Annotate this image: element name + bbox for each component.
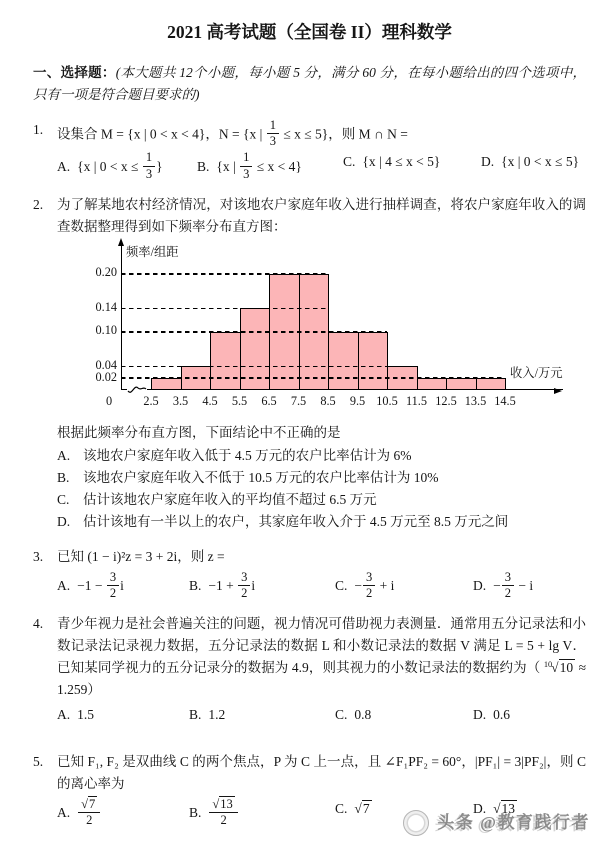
question-4-option-b bbox=[189, 704, 335, 726]
fraction bbox=[240, 151, 252, 180]
section-label: 一、选择题： bbox=[33, 65, 116, 81]
section-description: (本大题共 12个小题，每小题 5 分，满分 60 分，在每小题给出的四个选项中，只有一项是符合题目要求的) bbox=[33, 65, 587, 103]
square-root: √13 bbox=[493, 801, 516, 817]
origin-label: 0 bbox=[106, 393, 113, 408]
question-4-body bbox=[57, 613, 586, 725]
option-label: B. bbox=[189, 706, 202, 722]
denominator: 2 bbox=[366, 585, 373, 600]
option-label: C. bbox=[343, 154, 356, 170]
option-content bbox=[77, 797, 101, 828]
histogram-bar bbox=[358, 332, 389, 390]
x-tick-label: 12.5 bbox=[435, 393, 457, 408]
option-label: A. bbox=[57, 577, 71, 593]
x-tick-label: 4.5 bbox=[202, 393, 218, 408]
x-tick-label: 13.5 bbox=[464, 393, 487, 408]
x-tick-label: 6.5 bbox=[261, 393, 277, 408]
watermark-text: 头条 @教育践行者 bbox=[437, 813, 590, 833]
denominator: 2 bbox=[241, 585, 248, 600]
option-content: 估计该地有一半以上的农户，其家庭年收入介于 4.5 万元至 8.5 万元之间 bbox=[83, 513, 509, 529]
question-1-options bbox=[57, 151, 586, 180]
question-2 bbox=[33, 194, 586, 533]
question-2-option-a bbox=[57, 445, 586, 467]
square-root: √13 bbox=[212, 797, 233, 812]
histogram-bar bbox=[210, 332, 241, 390]
question-4-option-a bbox=[57, 704, 189, 726]
numerator: 3 bbox=[238, 571, 250, 586]
x-tick-label: 2.5 bbox=[143, 393, 159, 408]
denominator: 2 bbox=[220, 813, 227, 828]
numerator: 3 bbox=[502, 571, 514, 586]
question-1-option-b bbox=[197, 151, 343, 180]
denominator: 3 bbox=[145, 166, 153, 181]
option-content: − $\frac{3}{2}$ + i bbox=[354, 569, 395, 600]
histogram bbox=[77, 244, 586, 418]
watermark bbox=[403, 809, 590, 837]
option-label: D. bbox=[57, 513, 71, 529]
y-tick-label: 0.02 bbox=[95, 369, 117, 384]
option-content: {x | 4 ≤ x < 5} bbox=[362, 154, 441, 170]
question-5-option-b bbox=[189, 798, 335, 827]
option-content: 0.8 bbox=[354, 706, 372, 722]
x-tick-label: 9.5 bbox=[349, 393, 366, 408]
question-5-stem: 已知 F₁, F₂ 是双曲线 C 的两个焦点，P 为 C 上一点，且 ∠F₁PF₂ = 60°，|PF₁| = 3|PF₂|，则 C 的离心率为 bbox=[57, 754, 586, 792]
option-label: C. bbox=[335, 706, 348, 722]
option-label: C. bbox=[335, 577, 348, 593]
fraction bbox=[107, 571, 119, 600]
histogram-bar bbox=[151, 378, 182, 390]
option-label: B. bbox=[57, 470, 70, 486]
denominator: 2 bbox=[504, 585, 512, 600]
page-title: 2021 高考试题（全国卷 II）理科数学 bbox=[167, 22, 452, 42]
histogram-plot bbox=[95, 244, 563, 408]
x-tick-label: 10.5 bbox=[376, 393, 398, 408]
question-2-prompt: 根据此频率分布直方图，下面结论中不正确的是 bbox=[57, 424, 341, 440]
question-1-option-a bbox=[57, 151, 197, 180]
section-header bbox=[33, 62, 586, 106]
fraction bbox=[502, 571, 514, 600]
y-tick-label: 0.14 bbox=[95, 300, 117, 315]
x-tick-label: 11.5 bbox=[405, 393, 428, 408]
x-tick-label: 8.5 bbox=[320, 393, 336, 408]
question-1-body bbox=[57, 119, 586, 181]
histogram-bar bbox=[417, 378, 448, 390]
option-label: A. bbox=[57, 448, 71, 464]
option-content bbox=[208, 797, 238, 828]
question-3-option-a bbox=[57, 571, 189, 600]
y-tick-label: 0.10 bbox=[95, 323, 117, 338]
question-3 bbox=[33, 546, 586, 600]
y-tick-label: 0.20 bbox=[95, 265, 117, 280]
question-3-options bbox=[57, 571, 586, 600]
radicand: 7 bbox=[89, 797, 96, 812]
question-3-option-d bbox=[473, 571, 586, 600]
numerator: 3 bbox=[107, 571, 119, 586]
denominator: 2 bbox=[86, 813, 93, 828]
histogram-bar bbox=[328, 332, 359, 390]
option-label: D. bbox=[473, 706, 487, 722]
y-tick-label: 0.04 bbox=[95, 358, 117, 373]
x-tick-label: 5.5 bbox=[231, 393, 248, 408]
radicand: 13 bbox=[501, 801, 516, 817]
gridline bbox=[121, 331, 387, 333]
option-label: A. bbox=[57, 706, 71, 722]
option-content: 估计该地农户家庭年收入的平均值不超过 6.5 万元 bbox=[83, 492, 377, 508]
histogram-bar bbox=[476, 378, 507, 390]
option-content: 1.5 bbox=[77, 706, 94, 722]
question-3-option-b bbox=[189, 571, 335, 600]
option-content: −1 − $\frac{3}{2}$ i bbox=[77, 569, 124, 600]
nth-root: $^{10}$√10 bbox=[543, 659, 574, 675]
root-index: 10 bbox=[543, 660, 553, 670]
question-2-body bbox=[57, 194, 586, 533]
question-1-option-d bbox=[481, 151, 586, 180]
axis-break-icon bbox=[127, 383, 147, 397]
option-label: C. bbox=[335, 801, 348, 817]
numerator: 3 bbox=[363, 571, 375, 586]
square-root: √7 bbox=[354, 801, 370, 817]
x-tick-label: 14.5 bbox=[494, 393, 516, 408]
option-content: 1.2 bbox=[208, 706, 226, 722]
option-content: {x | $\frac{1}{3}$ ≤ x < 4} bbox=[216, 150, 302, 181]
radicand: 7 bbox=[362, 801, 370, 817]
question-3-number: 3. bbox=[33, 548, 44, 564]
question-4-stem: 青少年视力是社会普遍关注的问题，视力情况可借助视力表测量．通常用五分记录法和小数记录法记录视力数据，五分记录法的数据 L 和小数记录法的数据 V 满足 L = 5 + lg V．已知某同学视力的五分记录分的数据为 4.9，则其视力的小数记录法的数据约为（ $^{10}$√10 ≈ 1.259） bbox=[57, 616, 586, 697]
option-content: 该地农户家庭年收入不低于 10.5 万元的农户比率估计为 10% bbox=[83, 470, 439, 486]
option-content: 0.6 bbox=[493, 706, 510, 722]
option-content: −1 + $\frac{3}{2}$ i bbox=[208, 569, 256, 600]
option-label: B. bbox=[189, 805, 202, 821]
option-label: A. bbox=[57, 805, 71, 821]
fraction bbox=[363, 571, 375, 600]
y-axis-arrow-icon bbox=[118, 235, 124, 246]
option-label: D. bbox=[473, 801, 487, 817]
numerator: 1 bbox=[143, 151, 155, 166]
denominator: 2 bbox=[109, 585, 117, 600]
question-3-body bbox=[57, 546, 586, 600]
option-content: {x | 0 < x ≤ 5} bbox=[501, 154, 580, 170]
option-label: C. bbox=[57, 492, 70, 508]
x-tick-label: 3.5 bbox=[172, 393, 189, 408]
option-label: D. bbox=[473, 577, 487, 593]
question-4 bbox=[33, 613, 586, 725]
histogram-bar bbox=[446, 378, 477, 390]
denominator: 3 bbox=[243, 166, 250, 181]
numerator bbox=[209, 798, 237, 813]
numerator: 1 bbox=[240, 151, 252, 166]
fraction bbox=[238, 571, 250, 600]
question-1-stem: 设集合 M = {x | 0 < x < 4}，N = {x | $\frac{1}{3}$ ≤ x ≤ 5}，则 M ∩ N = bbox=[57, 118, 408, 149]
gridline bbox=[121, 377, 505, 379]
option-label: B. bbox=[189, 577, 202, 593]
fraction bbox=[267, 119, 279, 148]
question-3-option-c bbox=[335, 571, 473, 600]
gridline bbox=[121, 308, 328, 310]
option-label: D. bbox=[481, 154, 495, 170]
square-root: √7 bbox=[81, 797, 96, 812]
option-content bbox=[354, 800, 371, 816]
question-5-option-a bbox=[57, 798, 189, 827]
x-axis-title: 收入/万元 bbox=[510, 365, 563, 380]
question-2-options bbox=[57, 445, 586, 532]
question-1-option-c bbox=[343, 151, 481, 180]
question-1 bbox=[33, 119, 586, 181]
option-content: {x | 0 < x ≤ $\frac{1}{3}$ } bbox=[77, 150, 163, 181]
watermark-stamp-icon bbox=[403, 810, 429, 836]
numerator: 1 bbox=[267, 119, 279, 134]
option-content: 该地农户家庭年收入低于 4.5 万元的农户比率估计为 6% bbox=[83, 448, 412, 464]
option-content: − $\frac{3}{2}$ − i bbox=[493, 569, 534, 600]
option-label: B. bbox=[197, 158, 210, 174]
gridline bbox=[121, 273, 328, 275]
question-4-options bbox=[57, 704, 586, 726]
question-5-number: 5. bbox=[33, 754, 44, 770]
question-2-number: 2. bbox=[33, 196, 44, 212]
numerator bbox=[78, 798, 100, 813]
question-2-option-b bbox=[57, 467, 586, 489]
question-2-option-c bbox=[57, 489, 586, 511]
fraction bbox=[209, 798, 237, 827]
question-4-option-d bbox=[473, 704, 586, 726]
fraction bbox=[78, 798, 100, 827]
question-2-stem: 为了解某地农村经济情况，对该地农户家庭年收入进行抽样调查，将农户家庭年收入的调查数据整理得到如下频率分布直方图： bbox=[57, 196, 586, 234]
question-3-stem: 已知 (1 − i)²z = 3 + 2i，则 z = bbox=[57, 548, 225, 564]
denominator: 3 bbox=[269, 134, 276, 149]
fraction bbox=[143, 151, 155, 180]
radicand: 10 bbox=[559, 659, 574, 675]
question-4-number: 4. bbox=[33, 616, 44, 632]
question-2-option-d bbox=[57, 511, 586, 533]
question-4-option-c bbox=[335, 704, 473, 726]
question-1-number: 1. bbox=[33, 122, 44, 138]
gridline bbox=[121, 366, 417, 368]
y-axis-title: 频率/组距 bbox=[126, 244, 179, 259]
x-axis-arrow-icon bbox=[554, 388, 565, 394]
x-tick-label: 7.5 bbox=[290, 393, 307, 408]
radicand: 13 bbox=[220, 797, 233, 812]
option-label: A. bbox=[57, 158, 71, 174]
